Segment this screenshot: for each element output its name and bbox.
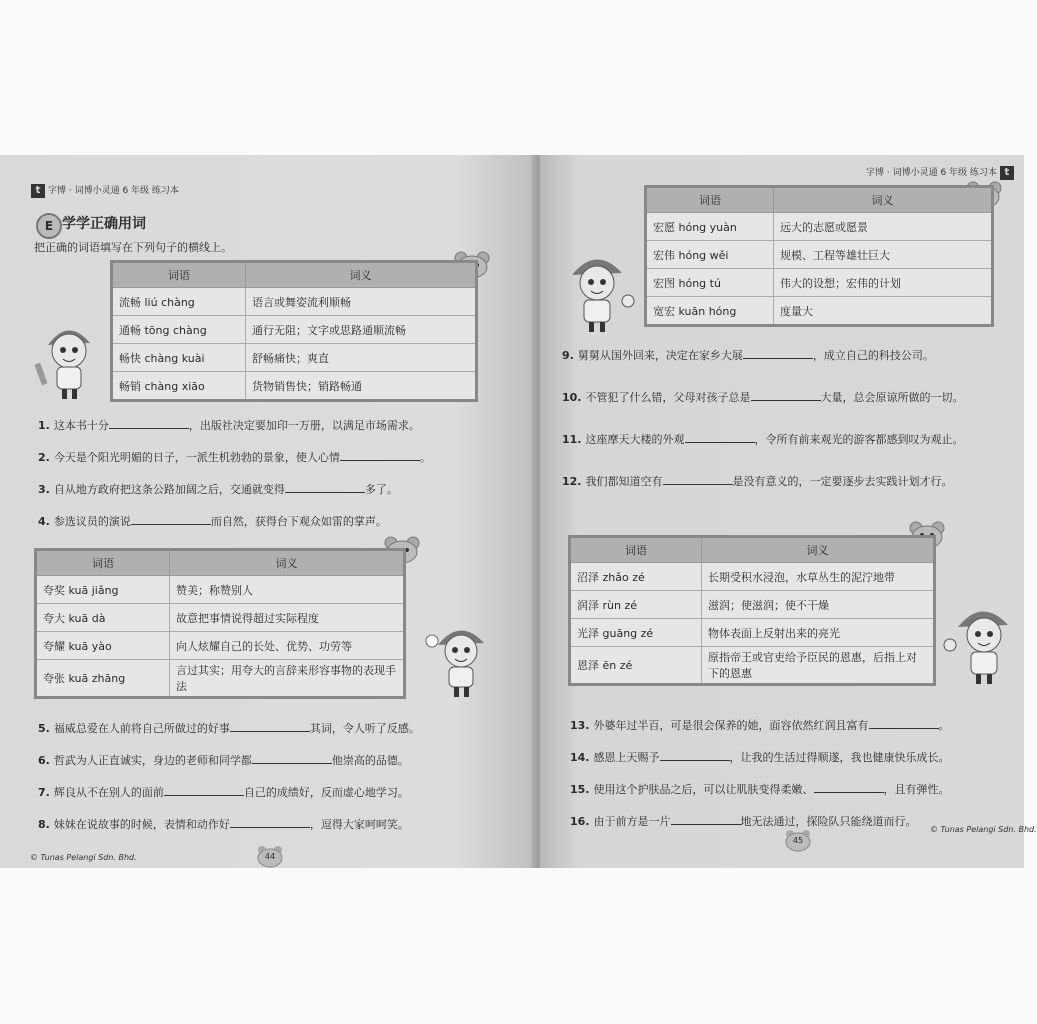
- page-header: t 字博 · 词博小灵通 6 年级 练习本: [28, 183, 179, 198]
- vocab-table-1: [110, 260, 478, 402]
- table-row: [570, 591, 935, 619]
- vocab-word-cell: 夸奖 kuā jiǎng: [36, 576, 170, 604]
- vocab-table-4: [568, 535, 936, 686]
- question-text: ，且有弹性。: [883, 783, 950, 796]
- vocab-word-cell: 畅销 chàng xiāo: [112, 372, 246, 401]
- table-row: [112, 344, 477, 372]
- question-item: [570, 749, 1020, 766]
- table-row: [570, 619, 935, 647]
- question-text: ，令所有前来观光的游客都感到叹为观止。: [754, 433, 964, 446]
- publisher-logo-icon: t: [31, 184, 45, 198]
- question-text: 今天是个阳光明媚的日子，一派生机勃勃的景象，使人心情: [53, 451, 340, 464]
- vocab-word-cell: 流畅 liú chàng: [112, 288, 246, 316]
- question-item: [38, 449, 508, 466]
- question-text: 。: [419, 451, 431, 464]
- vocab-meaning-cell: 物体表面上反射出来的亮光: [702, 619, 935, 647]
- question-item: [570, 717, 1020, 734]
- question-text: 这座摩天大楼的外观: [585, 433, 685, 446]
- question-number: 7.: [38, 786, 50, 799]
- vocab-meaning-cell: 伟大的设想；宏伟的计划: [774, 269, 993, 297]
- question-text: 使用这个护肤品之后，可以让肌肤变得柔嫩、: [593, 783, 814, 796]
- answer-blank[interactable]: [751, 390, 821, 401]
- page-number: 44: [264, 852, 276, 861]
- table-row: [646, 297, 993, 326]
- question-text: ，逗得大家呵呵笑。: [309, 818, 409, 831]
- section-title: 学学正确用词: [62, 216, 146, 232]
- table-row: [36, 660, 405, 698]
- question-text: 多了。: [364, 483, 398, 496]
- question-text: ，出版社决定要加印一万册，以满足市场需求。: [188, 419, 420, 432]
- question-text: 他崇高的品德。: [331, 754, 409, 767]
- question-item: [38, 481, 508, 498]
- copyright-text: © Tunas Pelangi Sdn. Bhd.: [930, 825, 1037, 834]
- answer-blank[interactable]: [252, 753, 332, 764]
- table-row: [36, 632, 405, 660]
- mascot-girl-icon: [422, 617, 498, 701]
- vocab-meaning-cell: 向人炫耀自己的长处、优势、功劳等: [170, 632, 405, 660]
- vocab-word-cell: 夸张 kuā zhāng: [36, 660, 170, 698]
- copyright-text: © Tunas Pelangi Sdn. Bhd.: [30, 853, 137, 862]
- vocab-word-cell: 宽宏 kuān hóng: [646, 297, 774, 326]
- question-number: 8.: [38, 818, 50, 831]
- table-row: [570, 647, 935, 685]
- question-item: [38, 513, 508, 530]
- question-number: 6.: [38, 754, 50, 767]
- vocab-meaning-cell: 远大的志愿或愿景: [774, 213, 993, 241]
- question-item: [38, 417, 508, 434]
- question-text: 福威总爱在人前将自己所做过的好事: [53, 722, 230, 735]
- publisher-logo-icon: t: [1000, 166, 1014, 180]
- mascot-girl-icon: [558, 245, 640, 337]
- vocab-meaning-cell: 言过其实；用夸大的言辞来形容事物的表现手法: [170, 660, 405, 698]
- question-text: 其词，令人听了反感。: [309, 722, 420, 735]
- vocab-meaning-cell: 度量大: [774, 297, 993, 326]
- table-header-word: 词语: [112, 262, 246, 288]
- answer-blank[interactable]: [663, 474, 733, 485]
- question-text: 由于前方是一片: [593, 815, 671, 828]
- question-text: ，让我的生活过得顺遂，我也健康快乐成长。: [729, 751, 950, 764]
- answer-blank[interactable]: [814, 782, 884, 793]
- vocab-meaning-cell: 语言或舞姿流利顺畅: [246, 288, 477, 316]
- answer-blank[interactable]: [743, 348, 813, 359]
- question-number: 2.: [38, 451, 50, 464]
- vocab-word-cell: 宏图 hóng tú: [646, 269, 774, 297]
- question-item: [562, 473, 1012, 490]
- mascot-girl-icon: [940, 597, 1024, 689]
- table-row: [112, 316, 477, 344]
- vocab-table-2: [34, 548, 406, 699]
- answer-blank[interactable]: [164, 785, 244, 796]
- section-badge: E: [36, 213, 62, 239]
- table-row: [112, 372, 477, 401]
- answer-blank[interactable]: [285, 482, 365, 493]
- instruction-text: 把正确的词语填写在下列句子的横线上。: [34, 241, 232, 254]
- open-workbook: [0, 155, 1037, 868]
- question-text: 地无法通过，探险队只能绕道而行。: [740, 815, 917, 828]
- table-header-meaning: 词义: [170, 550, 405, 576]
- vocab-word-cell: 宏伟 hóng wěi: [646, 241, 774, 269]
- vocab-meaning-cell: 原指帝王或官吏给予臣民的恩惠，后指上对下的恩惠: [702, 647, 935, 685]
- question-text: 大量，总会原谅所做的一切。: [820, 391, 964, 404]
- question-text: 妹妹在说故事的时候，表情和动作好: [53, 818, 230, 831]
- table-row: [112, 288, 477, 316]
- question-text: 而自然，获得台下观众如雷的掌声。: [210, 515, 387, 528]
- question-number: 15.: [570, 783, 590, 796]
- question-text: 辉良从不在别人的面前: [53, 786, 164, 799]
- vocab-meaning-cell: 故意把事情说得超过实际程度: [170, 604, 405, 632]
- table-row: [646, 241, 993, 269]
- page-number: 45: [792, 836, 804, 845]
- answer-blank[interactable]: [131, 514, 211, 525]
- table-row: [646, 269, 993, 297]
- question-text: 外婆年过半百，可是很会保养的她，面容依然红润且富有: [593, 719, 869, 732]
- vocab-meaning-cell: 滋润；使滋润；使不干燥: [702, 591, 935, 619]
- question-number: 9.: [562, 349, 574, 362]
- question-text: 参选议员的演说: [53, 515, 131, 528]
- question-number: 10.: [562, 391, 582, 404]
- question-text: 这本书十分: [53, 419, 109, 432]
- right-page: [540, 155, 1037, 868]
- answer-blank[interactable]: [109, 418, 189, 429]
- question-number: 12.: [562, 475, 582, 488]
- vocab-meaning-cell: 货物销售快；销路畅通: [246, 372, 477, 401]
- question-text: ，成立自己的科技公司。: [812, 349, 934, 362]
- question-item: [562, 431, 1012, 448]
- question-item: [38, 720, 508, 737]
- question-text: 舅舅从国外回来，决定在家乡大展: [577, 349, 743, 362]
- question-number: 13.: [570, 719, 590, 732]
- question-text: 我们都知道空有: [585, 475, 663, 488]
- table-row: [646, 213, 993, 241]
- vocab-word-cell: 润泽 rùn zé: [570, 591, 702, 619]
- answer-blank[interactable]: [671, 814, 741, 825]
- vocab-word-cell: 沼泽 zhǎo zé: [570, 563, 702, 591]
- question-text: 。: [938, 719, 950, 732]
- question-text: 是没有意义的，一定要逐步去实践计划才行。: [732, 475, 953, 488]
- answer-blank[interactable]: [230, 817, 310, 828]
- question-item: [562, 347, 1012, 364]
- table-row: [36, 576, 405, 604]
- vocab-word-cell: 光泽 guāng zé: [570, 619, 702, 647]
- vocab-meaning-cell: 舒畅痛快；爽直: [246, 344, 477, 372]
- question-number: 1.: [38, 419, 50, 432]
- table-header-word: 词语: [570, 537, 702, 563]
- question-text: 哲武为人正直诚实，身边的老师和同学都: [53, 754, 252, 767]
- vocab-word-cell: 恩泽 ēn zé: [570, 647, 702, 685]
- question-number: 14.: [570, 751, 590, 764]
- question-text: 自己的成绩好，反而虚心地学习。: [243, 786, 409, 799]
- table-row: [36, 604, 405, 632]
- question-text: 感恩上天赐予: [593, 751, 660, 764]
- question-item: [38, 752, 508, 769]
- table-header-meaning: 词义: [774, 187, 993, 213]
- answer-blank[interactable]: [660, 750, 730, 761]
- vocab-meaning-cell: 长期受积水浸泡，水草丛生的泥泞地带: [702, 563, 935, 591]
- vocab-meaning-cell: 通行无阻；文字或思路通顺流畅: [246, 316, 477, 344]
- answer-blank[interactable]: [340, 450, 420, 461]
- question-number: 16.: [570, 815, 590, 828]
- table-header-word: 词语: [646, 187, 774, 213]
- mascot-girl-icon: [32, 315, 104, 405]
- vocab-meaning-cell: 赞美；称赞别人: [170, 576, 405, 604]
- vocab-word-cell: 夸大 kuā dà: [36, 604, 170, 632]
- table-header-meaning: 词义: [246, 262, 477, 288]
- question-number: 4.: [38, 515, 50, 528]
- answer-blank[interactable]: [869, 718, 939, 729]
- vocab-word-cell: 畅快 chàng kuài: [112, 344, 246, 372]
- question-text: 不管犯了什么错，父母对孩子总是: [585, 391, 751, 404]
- table-header-word: 词语: [36, 550, 170, 576]
- left-page: [0, 155, 538, 868]
- vocab-meaning-cell: 规模、工程等雄壮巨大: [774, 241, 993, 269]
- vocab-word-cell: 宏愿 hóng yuàn: [646, 213, 774, 241]
- question-item: [562, 389, 1012, 406]
- vocab-word-cell: 夸耀 kuā yào: [36, 632, 170, 660]
- page-header: 字博 · 词博小灵通 6 年级 练习本 t: [866, 165, 1017, 180]
- question-item: [38, 816, 508, 833]
- table-row: [570, 563, 935, 591]
- table-header-meaning: 词义: [702, 537, 935, 563]
- question-number: 11.: [562, 433, 582, 446]
- vocab-table-3: [644, 185, 994, 327]
- question-number: 5.: [38, 722, 50, 735]
- question-text: 自从地方政府把这条公路加阔之后，交通就变得: [53, 483, 285, 496]
- question-item: [38, 784, 508, 801]
- answer-blank[interactable]: [685, 432, 755, 443]
- question-number: 3.: [38, 483, 50, 496]
- question-item: [570, 781, 1020, 798]
- vocab-word-cell: 通畅 tōng chàng: [112, 316, 246, 344]
- answer-blank[interactable]: [230, 721, 310, 732]
